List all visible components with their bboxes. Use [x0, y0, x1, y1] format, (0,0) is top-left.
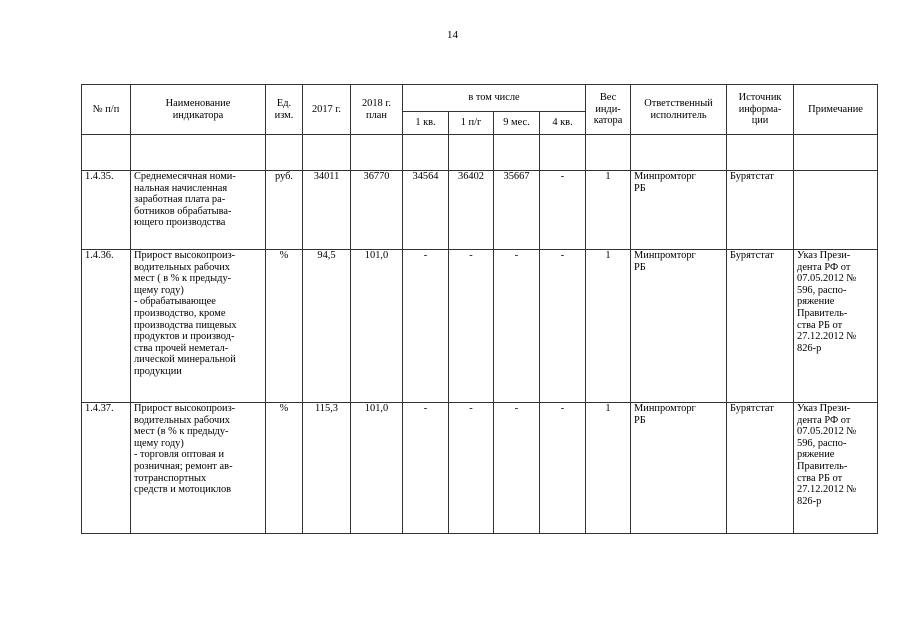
cell-num: 1.4.35. — [82, 171, 131, 250]
cell-weight: 1 — [586, 171, 631, 250]
cell-weight: 1 — [586, 250, 631, 403]
header-source: Источник информа- ции — [727, 85, 794, 135]
header-row-1 — [82, 85, 878, 112]
cell-2017: 115,3 — [303, 403, 351, 534]
blank-cell — [403, 135, 449, 171]
cell-2017: 94,5 — [303, 250, 351, 403]
header-num: № п/п — [82, 85, 131, 135]
header-note: Примечание — [794, 85, 878, 135]
blank-cell — [303, 135, 351, 171]
blank-row — [82, 135, 878, 171]
cell-source: Бурятстат — [727, 171, 794, 250]
cell-note — [794, 171, 878, 250]
cell-name: Среднемесячная номи- нальная начисленная заработная плата ра- ботников обрабатыва- ющего производства — [131, 171, 266, 250]
blank-cell — [494, 135, 540, 171]
table-row — [82, 171, 878, 250]
cell-q1: 34564 — [403, 171, 449, 250]
cell-source: Бурятстат — [727, 403, 794, 534]
cell-q4: - — [540, 403, 586, 534]
cell-executor: Минпромторг РБ — [631, 403, 727, 534]
blank-cell — [631, 135, 727, 171]
cell-num: 1.4.37. — [82, 403, 131, 534]
header-including: в том числе — [403, 85, 586, 112]
blank-cell — [449, 135, 494, 171]
cell-name: Прирост высокопроиз- водительных рабочих мест ( в % к предыду- щему году) - обрабатывающее производство, кроме производства пищевых продуктов и производ- ства прочей неметал- лической минеральной продукции — [131, 250, 266, 403]
cell-weight: 1 — [586, 403, 631, 534]
blank-cell — [82, 135, 131, 171]
blank-cell — [794, 135, 878, 171]
cell-unit: % — [266, 403, 303, 534]
header-9m: 9 мес. — [494, 112, 540, 135]
cell-2017: 34011 — [303, 171, 351, 250]
blank-cell — [586, 135, 631, 171]
cell-9m: - — [494, 250, 540, 403]
blank-cell — [266, 135, 303, 171]
header-executor: Ответственный исполнитель — [631, 85, 727, 135]
page-number: 14 — [447, 29, 458, 41]
header-2017: 2017 г. — [303, 85, 351, 135]
cell-2018-plan: 36770 — [351, 171, 403, 250]
cell-2018-plan: 101,0 — [351, 250, 403, 403]
blank-cell — [351, 135, 403, 171]
header-h1: 1 п/г — [449, 112, 494, 135]
cell-q4: - — [540, 171, 586, 250]
blank-cell — [540, 135, 586, 171]
cell-q1: - — [403, 403, 449, 534]
cell-unit: руб. — [266, 171, 303, 250]
cell-9m: 35667 — [494, 171, 540, 250]
cell-unit: % — [266, 250, 303, 403]
cell-h1: - — [449, 403, 494, 534]
header-weight: Вес инди- катора — [586, 85, 631, 135]
cell-executor: Минпромторг РБ — [631, 171, 727, 250]
cell-source: Бурятстат — [727, 250, 794, 403]
blank-cell — [727, 135, 794, 171]
cell-num: 1.4.36. — [82, 250, 131, 403]
cell-note: Указ Прези- дента РФ от 07.05.2012 № 596, распо- ряжение Правитель- ства РБ от 27.12.2012 № 826-р — [794, 250, 878, 403]
cell-9m: - — [494, 403, 540, 534]
header-2018-plan: 2018 г. план — [351, 85, 403, 135]
table-row — [82, 250, 878, 403]
header-unit: Ед. изм. — [266, 85, 303, 135]
table-row — [82, 403, 878, 534]
cell-h1: 36402 — [449, 171, 494, 250]
header-name: Наименование индикатора — [131, 85, 266, 135]
indicators-table — [81, 84, 878, 534]
cell-h1: - — [449, 250, 494, 403]
cell-2018-plan: 101,0 — [351, 403, 403, 534]
cell-q1: - — [403, 250, 449, 403]
header-q4: 4 кв. — [540, 112, 586, 135]
header-q1: 1 кв. — [403, 112, 449, 135]
cell-note: Указ Прези- дента РФ от 07.05.2012 № 596, распо- ряжение Правитель- ства РБ от 27.12.2012 № 826-р — [794, 403, 878, 534]
blank-cell — [131, 135, 266, 171]
cell-executor: Минпромторг РБ — [631, 250, 727, 403]
cell-q4: - — [540, 250, 586, 403]
cell-name: Прирост высокопроиз- водительных рабочих мест (в % к предыду- щему году) - торговля оптовая и розничная; ремонт ав- тотранспортных средств и мотоциклов — [131, 403, 266, 534]
